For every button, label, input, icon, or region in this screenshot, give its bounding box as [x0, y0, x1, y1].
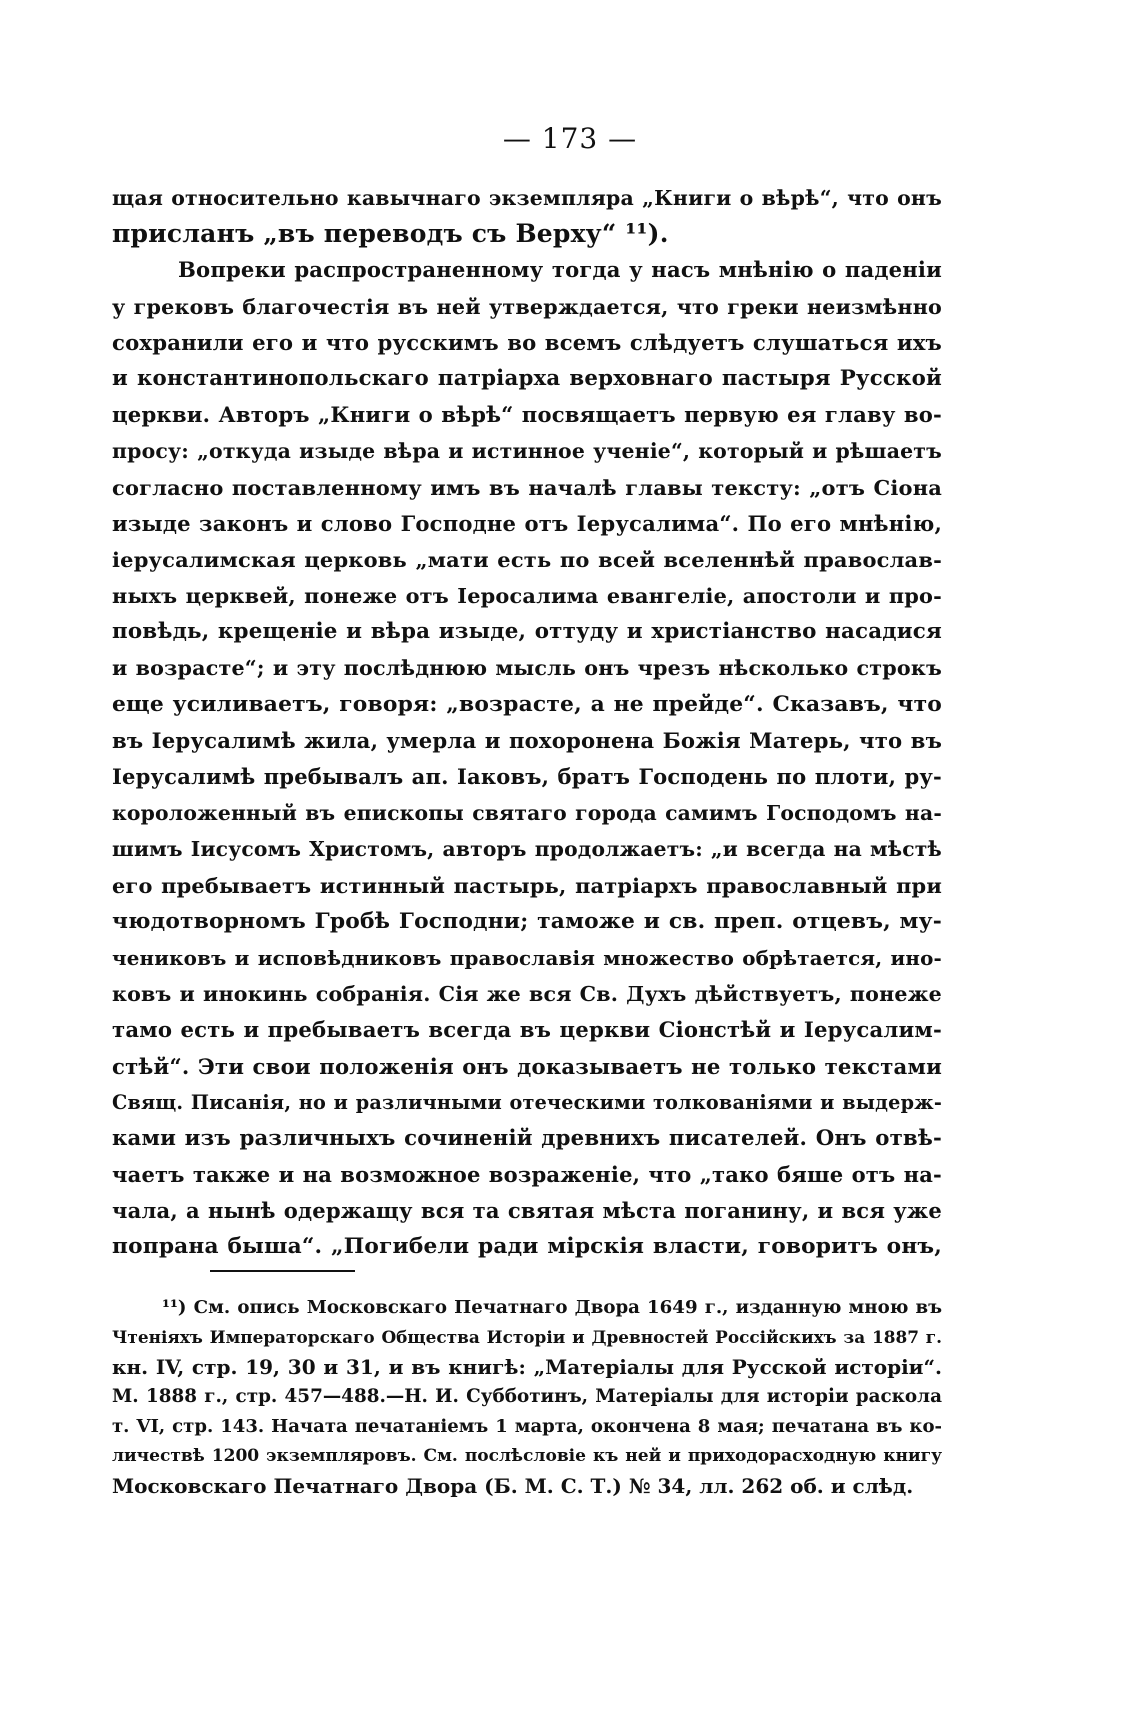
text-line: сохранили его и что русскимъ во всемъ слѣдуетъ слушаться ихъ: [112, 329, 942, 355]
text-line: Вопреки распространенному тогда у насъ мнѣнію о паденіи: [178, 257, 942, 283]
text-line: Свящ. Писанія, но и различными отеческими толкованіями и выдерж-: [112, 1090, 942, 1114]
text-line: просу: „откуда изыде вѣра и истинное ученіе“, который и рѣшаетъ: [112, 439, 942, 464]
text-line: тамо есть и пребываетъ всегда въ церкви Сіонстѣй и Іерусалим-: [112, 1017, 942, 1043]
text-line: и константинопольскаго патріарха верховнаго пастыря Русской: [112, 365, 942, 391]
text-line: ками изъ различныхъ сочиненій древнихъ писателей. Онъ отвѣ-: [112, 1125, 942, 1151]
text-line: ныхъ церквей, понеже отъ Іеросалима евангеліе, апостоли и про-: [112, 583, 942, 609]
text-line: стѣй“. Эти свои положенія онъ доказываетъ не только текстами: [112, 1053, 942, 1079]
text-line: шимъ Іисусомъ Христомъ, авторъ продолжаетъ: „и всегда на мѣстѣ: [112, 837, 942, 862]
text-line: чаетъ также и на возможное возраженіе, что „тако бяше отъ на-: [112, 1162, 942, 1188]
text-line: церкви. Авторъ „Книги о вѣрѣ“ посвящаетъ первую ея главу во-: [112, 402, 942, 428]
text-line: еще усиливаетъ, говоря: „возрасте, а не прейде“. Сказавъ, что: [112, 691, 942, 717]
text-line: чюдотворномъ Гробѣ Господни; таможе и св. преп. отцевъ, му-: [112, 908, 942, 934]
footnote-line: личествѣ 1200 экземпляровъ. См. послѣсловіе къ ней и приходорасходную книгу: [112, 1445, 942, 1466]
text-line: кopоложенный въ епископы святаго города самимъ Господомъ на-: [112, 801, 942, 826]
footnote-line: Чтеніяхъ Императорскаго Общества Исторіи и Древностей Россійскихъ за 1887 г.: [112, 1326, 942, 1347]
footnote-line: М. 1888 г., стр. 457—488.—Н. И. Субботинъ, Матеріалы для исторіи раскола: [112, 1386, 942, 1408]
page-number: — 173 —: [502, 122, 638, 155]
text-line: щая относительно кавычнаго экземпляра „Книги о вѣрѣ“, что онъ: [112, 186, 942, 210]
text-line: въ Іерусалимѣ жила, умерла и похоронена Божія Матерь, что въ: [112, 727, 942, 753]
text-line: ковъ и инокинь собранія. Сія же вся Св. Духъ дѣйствуетъ, понеже: [112, 982, 942, 1007]
text-line: его пребываетъ истинный пастырь, патріархъ православный при: [112, 872, 942, 898]
text-line: изыде законъ и слово Господне отъ Іерусалима“. По его мнѣнію,: [112, 510, 942, 536]
footnote-separator: [210, 1270, 355, 1272]
text-line: у грековъ благочестія въ ней утверждается, что греки неизмѣнно: [112, 294, 942, 319]
text-line: чала, а нынѣ одержащу вся та святая мѣста поганину, и вся уже: [112, 1198, 942, 1224]
main-text: [112, 180, 942, 1266]
text-line: чениковъ и исповѣдниковъ православія множество обрѣтается, ино-: [112, 945, 942, 970]
footnote-line: Московскаго Печатнаго Двора (Б. М. С. Т.) № 34, лл. 262 об. и слѣд.: [112, 1473, 914, 1498]
text-line: присланъ „въ переводъ съ Верху“ ¹¹).: [112, 219, 669, 249]
text-line: повѣдь, крещеніе и вѣра изыде, оттуду и христіанство насадися: [112, 619, 942, 645]
footnote-line: кн. IV, стр. 19, 30 и 31, и въ книгѣ: „Матеріалы для Русской исторіи“.: [112, 1354, 942, 1379]
text-line: Іерусалимѣ пребывалъ ап. Іаковъ, братъ Господень по плоти, ру-: [112, 764, 942, 789]
text-line: іерусалимская церковь „мати есть по всей вселеннѣй православ-: [112, 546, 942, 572]
footnote-line: ¹¹) См. опись Московскаго Печатнаго Двора 1649 г., изданную мною въ: [162, 1297, 942, 1318]
text-line: согласно поставленному имъ въ началѣ главы тексту: „отъ Сіона: [112, 474, 942, 500]
text-line: попрана быша“. „Погибели ради мірскія власти, говоритъ онъ,: [112, 1234, 942, 1260]
footnotes: [112, 1293, 942, 1502]
footnote-line: т. VI, стр. 143. Начата печатаніемъ 1 марта, окончена 8 мая; печатана въ ко-: [112, 1416, 942, 1438]
text-line: и возрасте“; и эту послѣднюю мысль онъ чрезъ нѣсколько строкъ: [112, 656, 942, 681]
